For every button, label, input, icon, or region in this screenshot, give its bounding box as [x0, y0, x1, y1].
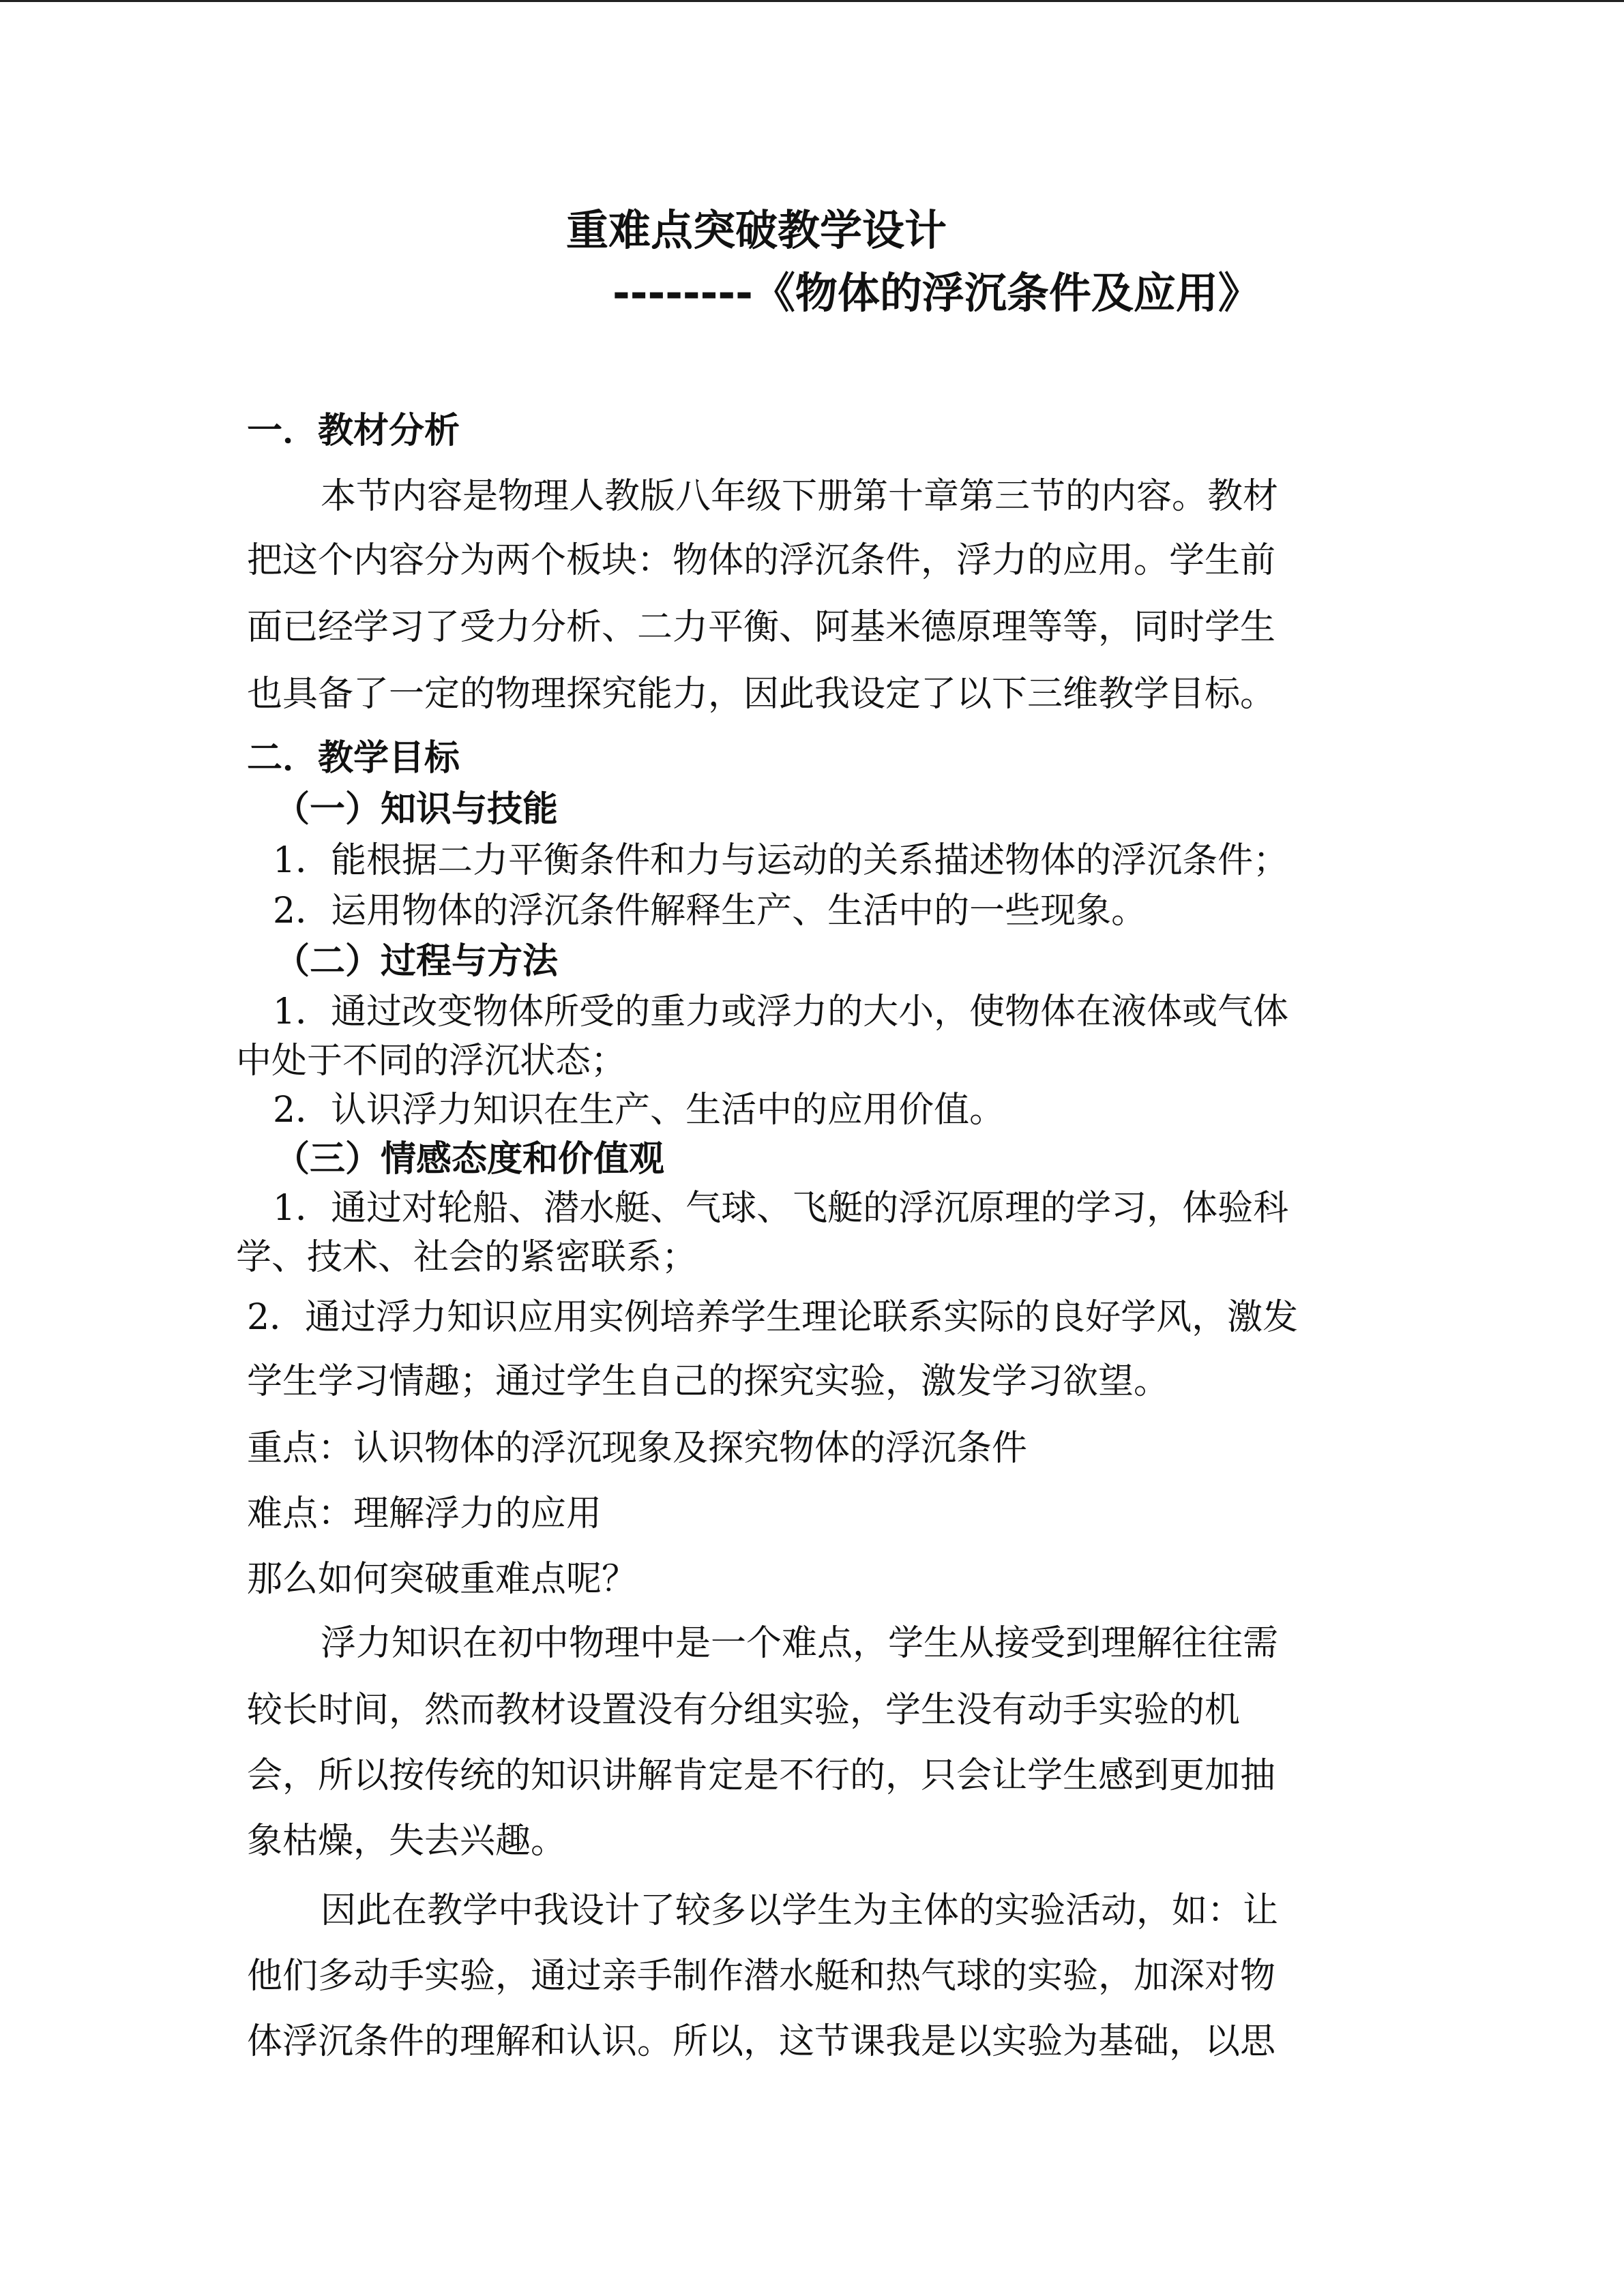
doc-title: 重难点突破教学设计 — [566, 205, 947, 255]
process-item: 2．认识浮力知识在生产、生活中的应用价值。 — [273, 1090, 1005, 1131]
paragraph2-line: 体浮沉条件的理解和认识。所以，这节课我是以实验为基础，以思 — [247, 2021, 1276, 2062]
section1-line: 本节内容是物理人教版八年级下册第十章第三节的内容。教材 — [321, 476, 1279, 517]
subsection-process-heading: （二）过程与方法 — [274, 941, 559, 982]
paragraph1-line: 浮力知识在初中物理中是一个难点，学生从接受到理解往往需 — [321, 1623, 1279, 1664]
knowledge-item: 2．运用物体的浮沉条件解释生产、生活中的一些现象。 — [273, 891, 1147, 931]
paragraph1-line: 会，所以按传统的知识讲解肯定是不行的，只会让学生感到更加抽 — [247, 1755, 1276, 1796]
section2-heading: 二．教学目标 — [247, 738, 460, 779]
attitude-item-line: 学、技术、社会的紧密联系； — [236, 1237, 698, 1278]
attitude-item-line: 2．通过浮力知识应用实例培养学生理论联系实际的良好学风，激发 — [247, 1297, 1299, 1338]
process-item-line: 中处于不同的浮沉状态； — [236, 1041, 627, 1082]
subsection-knowledge-heading: （一）知识与技能 — [274, 789, 559, 830]
paragraph1-line: 象枯燥，失去兴趣。 — [247, 1821, 567, 1862]
page-top-border — [0, 0, 1624, 2]
process-item-line: 1．通过改变物体所受的重力或浮力的大小，使物体在液体或气体 — [273, 992, 1289, 1032]
attitude-item-line: 1．通过对轮船、潜水艇、气球、飞艇的浮沉原理的学习，体验科 — [273, 1188, 1289, 1229]
paragraph2-line: 因此在教学中我设计了较多以学生为主体的实验活动，如：让 — [321, 1890, 1279, 1931]
section1-line: 也具备了一定的物理探究能力，因此我设定了以下三维教学目标。 — [247, 674, 1276, 715]
subsection-attitude-heading: （三）情感态度和价值观 — [274, 1139, 665, 1180]
paragraph2-line: 他们多动手实验，通过亲手制作潜水艇和热气球的实验，加深对物 — [247, 1956, 1276, 1997]
section1-line: 面已经学习了受力分析、二力平衡、阿基米德原理等等，同时学生 — [247, 607, 1276, 648]
key-point: 重点：认识物体的浮沉现象及探究物体的浮沉条件 — [247, 1428, 1028, 1469]
section1-heading: 一．教材分析 — [247, 411, 460, 451]
paragraph1-line: 较长时间，然而教材设置没有分组实验，学生没有动手实验的机 — [247, 1690, 1241, 1731]
attitude-item-line: 学生学习情趣；通过学生自己的探究实验，激发学习欲望。 — [247, 1361, 1170, 1402]
doc-subtitle: --------《物体的浮沉条件及应用》 — [612, 268, 1260, 318]
knowledge-item: 1．能根据二力平衡条件和力与运动的关系描述物体的浮沉条件； — [273, 840, 1289, 881]
difficulty-point: 难点：理解浮力的应用 — [247, 1493, 602, 1534]
question-line: 那么如何突破重难点呢？ — [247, 1559, 638, 1600]
section1-line: 把这个内容分为两个板块：物体的浮沉条件，浮力的应用。学生前 — [247, 540, 1276, 581]
